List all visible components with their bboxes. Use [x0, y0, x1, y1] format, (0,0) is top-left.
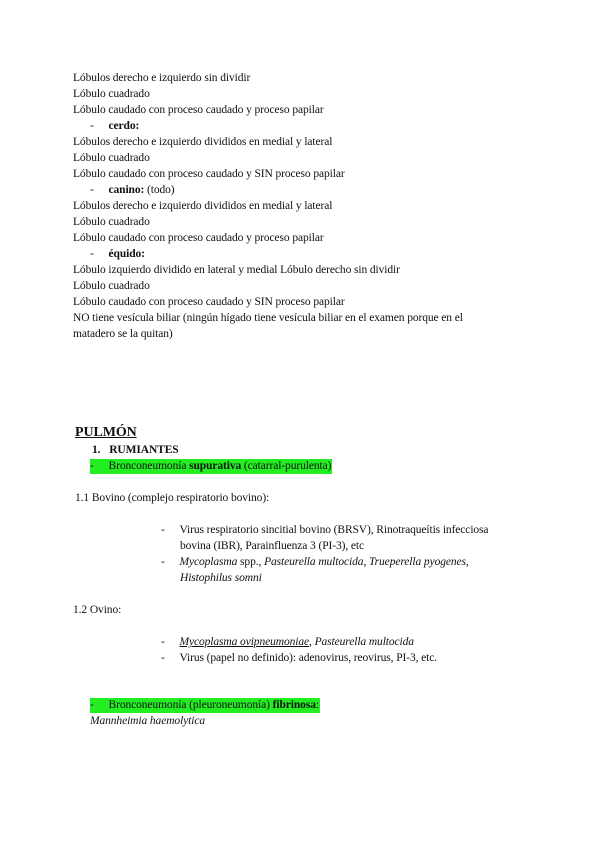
bullet-bold: fibrinosa — [272, 699, 316, 711]
list-item — [161, 555, 469, 570]
dash-bullet: - — [161, 636, 165, 648]
text-line: matadero se la quitan) — [73, 328, 173, 340]
list-text: , — [309, 636, 315, 648]
text-line: Lóbulo cuadrado — [73, 216, 150, 228]
highlight-bullet-supurativa — [90, 459, 332, 474]
text-line: Lóbulo caudado con proceso caudado y proceso papilar — [73, 232, 324, 244]
text-line: NO tiene vesícula biliar (ningún hígado tiene vesícula biliar en el examen porque en el — [73, 312, 463, 324]
text-line: Lóbulos derecho e izquierdo sin dividir — [73, 72, 251, 84]
text-line: Lóbulo izquierdo dividido en lateral y medial Lóbulo derecho sin dividir — [73, 264, 400, 276]
text-line: Lóbulo cuadrado — [73, 280, 150, 292]
dash-bullet: - — [90, 460, 94, 472]
subheading-bovine: 1.1 Bovino (complejo respiratorio bovino): — [75, 492, 270, 504]
list-item — [161, 635, 414, 650]
species-item-horse — [90, 247, 145, 262]
text-line: Lóbulo caudado con proceso caudado y proceso papilar — [73, 104, 324, 116]
dash-bullet: - — [90, 699, 94, 711]
list-text: Virus (papel no definido): adenovirus, reovirus, PI-3, etc. — [179, 652, 438, 664]
organism-name: Mycoplasma ovipneumoniae — [179, 636, 310, 648]
species-label: canino: — [108, 184, 145, 196]
text-line: Lóbulo caudado con proceso caudado y SIN proceso papilar — [73, 296, 345, 308]
list-text: , — [465, 556, 469, 568]
subsection-heading — [92, 443, 179, 458]
species-label: cerdo: — [108, 120, 140, 132]
list-text: Virus respiratorio sincitial bovino (BRSV), Rinotraqueítis infecciosa — [179, 524, 489, 536]
organism-name: Pasteurella multocida — [314, 636, 414, 648]
species-item-dog — [90, 183, 175, 198]
highlight-bullet-fibrinosa — [90, 698, 320, 713]
list-item — [161, 523, 488, 538]
organism-name: Mannheimia haemolytica — [90, 715, 206, 727]
list-text-continued: bovina (IBR), Parainfluenza 3 (PI-3), etc — [180, 540, 364, 552]
section-title: PULMÓN — [75, 425, 137, 440]
organism-name: Pasteurella multocida — [264, 556, 364, 568]
text-line: Lóbulos derecho e izquierdo divididos en medial y lateral — [73, 136, 333, 148]
subsection-number: 1. — [92, 444, 101, 456]
list-item — [161, 651, 437, 666]
text-line: Lóbulo cuadrado — [73, 88, 150, 100]
dash-bullet: - — [161, 524, 165, 536]
bullet-text: : — [315, 699, 319, 711]
bullet-text: (catarral-purulenta) — [241, 460, 332, 472]
bullet-bold: supurativa — [189, 460, 242, 472]
organism-name: Histophilus somni — [180, 572, 262, 584]
text-line: Lóbulos derecho e izquierdo divididos en medial y lateral — [73, 200, 333, 212]
dash-bullet: - — [161, 652, 165, 664]
dash-bullet: - — [90, 184, 94, 196]
bullet-text: Bronconeumonía (pleuroneumonía) — [108, 699, 273, 711]
subsection-title: RUMIANTES — [109, 444, 179, 456]
species-item-pig — [90, 119, 139, 134]
dash-bullet: - — [90, 120, 94, 132]
organism-name: Trueperella pyogenes — [369, 556, 466, 568]
text-line: Lóbulo caudado con proceso caudado y SIN proceso papilar — [73, 168, 345, 180]
dash-bullet: - — [161, 556, 165, 568]
species-label: équido: — [108, 248, 145, 260]
subheading-ovine: 1.2 Ovino: — [73, 604, 122, 616]
text-line: Lóbulo cuadrado — [73, 152, 150, 164]
list-text: spp., — [237, 556, 265, 568]
list-text: , — [363, 556, 369, 568]
bullet-text: Bronconeumonía — [108, 460, 190, 472]
dash-bullet: - — [90, 248, 94, 260]
species-note: (todo) — [147, 184, 175, 196]
organism-name: Mycoplasma — [179, 556, 238, 568]
